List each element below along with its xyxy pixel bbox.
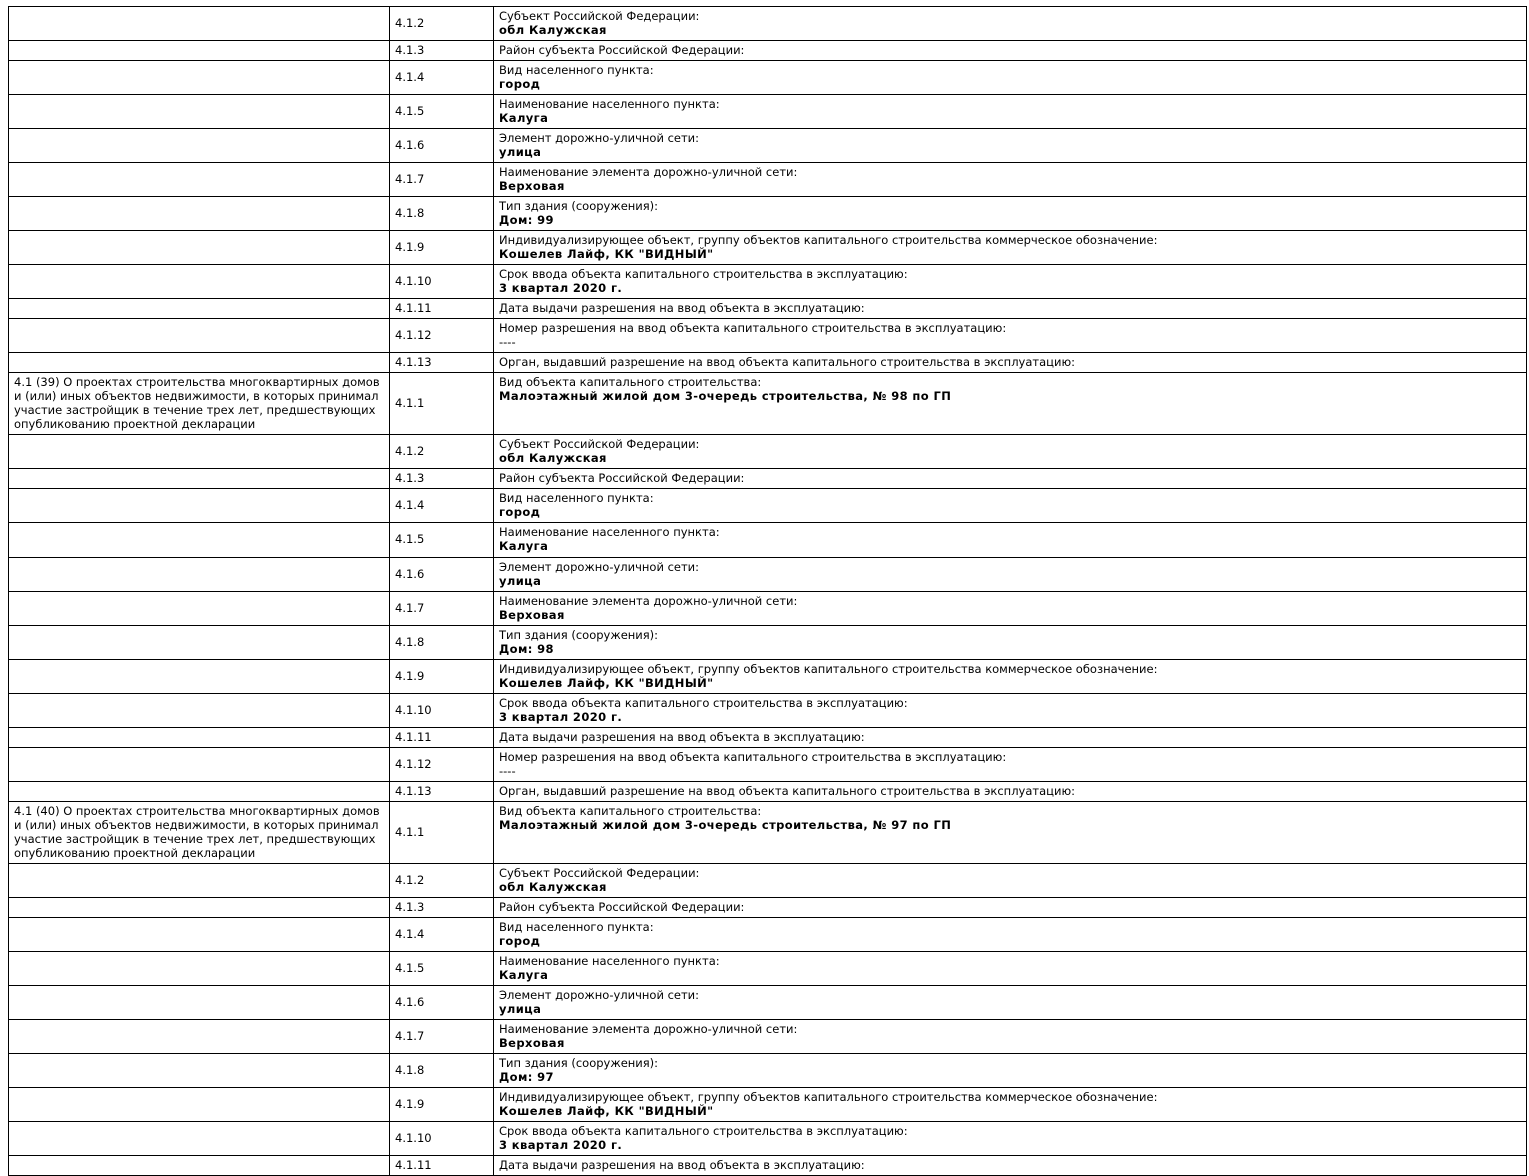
table-row: [9, 693, 1527, 727]
field-label: Элемент дорожно-уличной сети:: [499, 559, 700, 574]
field-value: Верховая: [499, 607, 565, 622]
table-row: [9, 801, 1527, 863]
section-spacer: [9, 659, 390, 693]
table-row: [9, 747, 1527, 781]
field-label: Наименование элемента дорожно-уличной сети:: [499, 593, 798, 608]
field-label: Вид населенного пункта:: [499, 63, 654, 78]
row-value: [494, 319, 1527, 353]
field-label: Вид населенного пункта:: [499, 919, 654, 934]
row-value: [494, 129, 1527, 163]
row-value: [494, 489, 1527, 523]
row-number: 4.1.1: [390, 801, 494, 863]
row-value: [494, 469, 1527, 489]
section-spacer: [9, 625, 390, 659]
document-page: [0, 6, 1529, 1176]
row-value: [494, 1156, 1527, 1176]
field-label: Срок ввода объекта капитального строительства в эксплуатацию:: [499, 267, 908, 282]
field-label: Тип здания (сооружения):: [499, 1055, 659, 1070]
table-row: [9, 917, 1527, 951]
section-heading: 4.1 (39) О проектах строительства многоквартирных домов и (или) иных объектов недвижимости, в которых принимал участие застройщик в течение трех лет, предшествующих опубликованию проектной декларации: [9, 373, 390, 435]
field-label: Субъект Российской Федерации:: [499, 9, 700, 23]
field-value: ----: [499, 335, 516, 350]
section-spacer: [9, 1122, 390, 1156]
table-row: [9, 1156, 1527, 1176]
field-value: Калуга: [499, 539, 549, 554]
section-spacer: [9, 1156, 390, 1176]
field-value: Дом: 99: [499, 213, 554, 228]
section-spacer: [9, 95, 390, 129]
section-spacer: [9, 951, 390, 985]
row-value: [494, 1019, 1527, 1053]
row-value: [494, 61, 1527, 95]
field-value: улица: [499, 145, 542, 160]
section-spacer: [9, 917, 390, 951]
row-value: [494, 353, 1527, 373]
row-value: [494, 231, 1527, 265]
table-row: [9, 489, 1527, 523]
field-value: 3 квартал 2020 г.: [499, 281, 623, 296]
row-number: 4.1.4: [390, 489, 494, 523]
section-spacer: [9, 61, 390, 95]
section-spacer: [9, 1053, 390, 1087]
row-number: 4.1.8: [390, 1053, 494, 1087]
row-value: [494, 591, 1527, 625]
field-label: Орган, выдавший разрешение на ввод объекта капитального строительства в эксплуатацию:: [499, 783, 1076, 798]
row-value: [494, 659, 1527, 693]
row-number: 4.1.7: [390, 163, 494, 197]
field-label: Элемент дорожно-уличной сети:: [499, 131, 700, 146]
section-spacer: [9, 897, 390, 917]
field-value: обл Калужская: [499, 451, 607, 466]
row-value: [494, 41, 1527, 61]
row-number: 4.1.10: [390, 1122, 494, 1156]
field-value: город: [499, 505, 541, 520]
row-value: [494, 1053, 1527, 1087]
table-row: [9, 1019, 1527, 1053]
section-spacer: [9, 299, 390, 319]
field-label: Субъект Российской Федерации:: [499, 865, 700, 880]
field-label: Район субъекта Российской Федерации:: [499, 471, 745, 486]
table-row: [9, 659, 1527, 693]
row-value: [494, 299, 1527, 319]
section-spacer: [9, 435, 390, 469]
section-heading: 4.1 (40) О проектах строительства многоквартирных домов и (или) иных объектов недвижимости, в которых принимал участие застройщик в течение трех лет, предшествующих опубликованию проектной декларации: [9, 801, 390, 863]
field-value: ----: [499, 763, 516, 778]
section-spacer: [9, 727, 390, 747]
section-spacer: [9, 591, 390, 625]
table-row: [9, 523, 1527, 557]
table-row: [9, 353, 1527, 373]
table-row: [9, 897, 1527, 917]
field-label: Наименование элемента дорожно-уличной сети:: [499, 1021, 798, 1036]
table-row: [9, 163, 1527, 197]
section-spacer: [9, 41, 390, 61]
row-number: 4.1.12: [390, 319, 494, 353]
field-label: Номер разрешения на ввод объекта капитального строительства в эксплуатацию:: [499, 749, 1007, 764]
table-row: [9, 863, 1527, 897]
row-value: [494, 801, 1527, 863]
row-number: 4.1.13: [390, 781, 494, 801]
row-number: 4.1.6: [390, 557, 494, 591]
table-row: [9, 1087, 1527, 1121]
table-row: [9, 7, 1527, 41]
section-spacer: [9, 489, 390, 523]
row-value: [494, 863, 1527, 897]
field-value: Дом: 98: [499, 641, 554, 656]
field-label: Наименование населенного пункта:: [499, 525, 720, 540]
field-label: Индивидуализирующее объект, группу объектов капитального строительства коммерческое обозначение:: [499, 233, 1158, 248]
table-row: [9, 95, 1527, 129]
section-spacer: [9, 265, 390, 299]
row-number: 4.1.8: [390, 197, 494, 231]
row-number: 4.1.9: [390, 231, 494, 265]
row-number: 4.1.12: [390, 747, 494, 781]
field-label: Наименование элемента дорожно-уличной сети:: [499, 165, 798, 180]
table-row: [9, 1053, 1527, 1087]
table-row: [9, 591, 1527, 625]
table-row: [9, 435, 1527, 469]
section-spacer: [9, 1019, 390, 1053]
row-value: [494, 781, 1527, 801]
table-row: [9, 1122, 1527, 1156]
field-value: обл Калужская: [499, 23, 607, 38]
row-number: 4.1.4: [390, 917, 494, 951]
row-value: [494, 625, 1527, 659]
row-number: 4.1.5: [390, 951, 494, 985]
section-spacer: [9, 163, 390, 197]
field-label: Индивидуализирующее объект, группу объектов капитального строительства коммерческое обозначение:: [499, 661, 1158, 676]
field-value: улица: [499, 1001, 542, 1016]
table-row: [9, 197, 1527, 231]
field-value: Малоэтажный жилой дом 3-очередь строительства, № 98 по ГП: [499, 389, 952, 404]
table-row: [9, 951, 1527, 985]
table-row: [9, 985, 1527, 1019]
table-row: [9, 373, 1527, 435]
row-number: 4.1.4: [390, 61, 494, 95]
row-value: [494, 727, 1527, 747]
row-value: [494, 523, 1527, 557]
row-number: 4.1.2: [390, 863, 494, 897]
field-label: Индивидуализирующее объект, группу объектов капитального строительства коммерческое обозначение:: [499, 1089, 1158, 1104]
table-row: [9, 265, 1527, 299]
field-label: Район субъекта Российской Федерации:: [499, 43, 745, 58]
field-label: Район субъекта Российской Федерации:: [499, 899, 745, 914]
row-value: [494, 557, 1527, 591]
table-row: [9, 129, 1527, 163]
section-spacer: [9, 129, 390, 163]
field-label: Субъект Российской Федерации:: [499, 437, 700, 452]
table-row: [9, 61, 1527, 95]
field-label: Вид объекта капитального строительства:: [499, 803, 762, 818]
field-label: Срок ввода объекта капитального строительства в эксплуатацию:: [499, 1124, 908, 1139]
section-spacer: [9, 7, 390, 41]
row-number: 4.1.5: [390, 95, 494, 129]
row-value: [494, 265, 1527, 299]
field-value: 3 квартал 2020 г.: [499, 1138, 623, 1153]
section-spacer: [9, 693, 390, 727]
field-value: Кошелев Лайф, КК "ВИДНЫЙ": [499, 1104, 714, 1118]
row-value: [494, 435, 1527, 469]
field-value: обл Калужская: [499, 879, 607, 894]
field-value: Кошелев Лайф, КК "ВИДНЫЙ": [499, 247, 714, 262]
field-label: Элемент дорожно-уличной сети:: [499, 987, 700, 1002]
row-value: [494, 7, 1527, 41]
row-number: 4.1.2: [390, 7, 494, 41]
field-label: Номер разрешения на ввод объекта капитального строительства в эксплуатацию:: [499, 321, 1007, 336]
row-value: [494, 197, 1527, 231]
section-spacer: [9, 231, 390, 265]
row-number: 4.1.7: [390, 591, 494, 625]
field-label: Вид объекта капитального строительства:: [499, 375, 762, 390]
row-value: [494, 897, 1527, 917]
table-row: [9, 727, 1527, 747]
row-value: [494, 917, 1527, 951]
row-value: [494, 951, 1527, 985]
row-number: 4.1.11: [390, 727, 494, 747]
row-number: 4.1.11: [390, 299, 494, 319]
section-spacer: [9, 469, 390, 489]
row-value: [494, 1087, 1527, 1121]
table-row: [9, 781, 1527, 801]
section-spacer: [9, 523, 390, 557]
table-row: [9, 625, 1527, 659]
field-label: Тип здания (сооружения):: [499, 627, 659, 642]
field-value: Калуга: [499, 967, 549, 982]
row-number: 4.1.9: [390, 1087, 494, 1121]
section-spacer: [9, 557, 390, 591]
row-number: 4.1.3: [390, 469, 494, 489]
section-spacer: [9, 1087, 390, 1121]
row-number: 4.1.6: [390, 985, 494, 1019]
field-value: Кошелев Лайф, КК "ВИДНЫЙ": [499, 675, 714, 690]
field-value: Верховая: [499, 179, 565, 194]
table-row: [9, 319, 1527, 353]
row-number: 4.1.5: [390, 523, 494, 557]
row-value: [494, 985, 1527, 1019]
table-body: [9, 7, 1527, 1176]
row-number: 4.1.9: [390, 659, 494, 693]
row-value: [494, 373, 1527, 435]
row-number: 4.1.13: [390, 353, 494, 373]
table-row: [9, 231, 1527, 265]
table-row: [9, 557, 1527, 591]
field-value: Верховая: [499, 1035, 565, 1050]
field-value: Малоэтажный жилой дом 3-очередь строительства, № 97 по ГП: [499, 817, 952, 832]
section-spacer: [9, 985, 390, 1019]
section-spacer: [9, 781, 390, 801]
section-spacer: [9, 353, 390, 373]
table-row: [9, 469, 1527, 489]
row-number: 4.1.3: [390, 41, 494, 61]
field-label: Наименование населенного пункта:: [499, 953, 720, 968]
row-number: 4.1.8: [390, 625, 494, 659]
section-spacer: [9, 197, 390, 231]
section-spacer: [9, 319, 390, 353]
field-value: улица: [499, 573, 542, 588]
row-value: [494, 693, 1527, 727]
row-number: 4.1.11: [390, 1156, 494, 1176]
row-value: [494, 1122, 1527, 1156]
field-label: Дата выдачи разрешения на ввод объекта в эксплуатацию:: [499, 1158, 865, 1173]
row-number: 4.1.10: [390, 693, 494, 727]
section-spacer: [9, 747, 390, 781]
table-row: [9, 299, 1527, 319]
field-value: город: [499, 77, 541, 92]
row-number: 4.1.6: [390, 129, 494, 163]
field-label: Дата выдачи разрешения на ввод объекта в эксплуатацию:: [499, 301, 865, 316]
field-value: Калуга: [499, 111, 549, 126]
row-number: 4.1.1: [390, 373, 494, 435]
field-label: Срок ввода объекта капитального строительства в эксплуатацию:: [499, 695, 908, 710]
table-row: [9, 41, 1527, 61]
row-value: [494, 95, 1527, 129]
row-value: [494, 163, 1527, 197]
field-label: Дата выдачи разрешения на ввод объекта в эксплуатацию:: [499, 729, 865, 744]
row-value: [494, 747, 1527, 781]
field-value: город: [499, 933, 541, 948]
field-label: Наименование населенного пункта:: [499, 97, 720, 112]
field-label: Вид населенного пункта:: [499, 491, 654, 506]
row-number: 4.1.3: [390, 897, 494, 917]
field-value: 3 квартал 2020 г.: [499, 709, 623, 724]
field-value: Дом: 97: [499, 1069, 554, 1084]
field-label: Орган, выдавший разрешение на ввод объекта капитального строительства в эксплуатацию:: [499, 355, 1076, 370]
declaration-table: [8, 6, 1527, 1176]
row-number: 4.1.7: [390, 1019, 494, 1053]
row-number: 4.1.2: [390, 435, 494, 469]
field-label: Тип здания (сооружения):: [499, 199, 659, 214]
row-number: 4.1.10: [390, 265, 494, 299]
section-spacer: [9, 863, 390, 897]
